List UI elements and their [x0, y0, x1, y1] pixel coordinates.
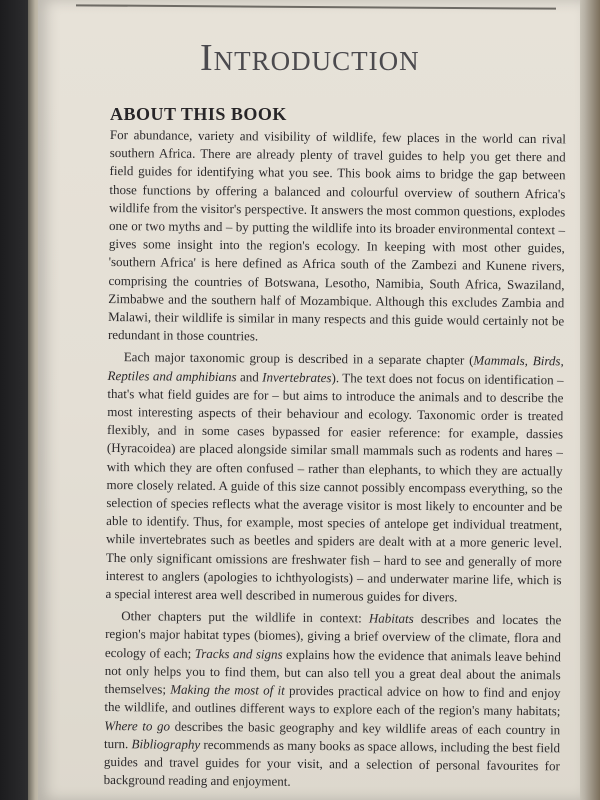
text-run-italic: Mammals, Birds, Reptiles and amphibians — [107, 352, 564, 384]
paragraph — [105, 348, 563, 607]
text-run: provides practical advice on how to find and enjoy the wildlife, and outlines different ways to explore each of the region's many habitats; — [104, 682, 561, 719]
text-run-italic: Invertebrates — [262, 369, 332, 385]
paragraph — [104, 607, 562, 793]
text-run: Other chapters put the wildlife in context: — [121, 608, 369, 626]
text-run: For abundance, variety and visibility of wildlife, few places in the world can rival southern Africa. There are already plenty of travel guides to help you get there and field guides for identifying what you see. This book aims to bridge the gap between those functions by offering a balanced and colourful overview of southern Africa's wildlife from the visitor's perspective. It answers the most common questions, explodes one or two myths and – by putting the wildlife into its broader environmental context – gives some insight into the region's ecology. In keeping with most other guides, 'southern Africa' is here defined as Africa south of the Zambezi and Kunene rivers, comprising the countries of Botswana, Lesotho, Namibia, South Africa, Swaziland, Zimbabwe and the southern half of Mozambique. Although this excludes Zambia and Malawi, their wildlife is similar in many respects and this guide would certainly not be redundant in those countries. — [107, 126, 566, 344]
body-text — [104, 126, 566, 798]
chapter-title: Introduction — [200, 37, 420, 79]
text-run: ). The text does not focus on identification – that's what field guides are for – but aims to introduce the animals and to describe the most interesting aspects of their behaviour and ecology. Taxonomic order is treated flexibly, and in some cases bypassed for easier reference: for example, dassies (Hyracoidea) are placed alongside similar small mammals such as rodents and hares – with which they are often confused – rather than elephants, to which they are actually more closely related. A guide of this size cannot possibly encompass everything, so the selection of species reflects what the average visitor is most likely to encounter and be able to identify. Thus, for example, most species of antelope get individual treatment, while invertebrates such as beetles and spiders are dealt with at a more generic level. The only significant omissions are freshwater fish – hard to see and generally of more interest to anglers (apologies to ichthyologists) – and underwater marine life, which is a special interest area well described in numerous guides for divers. — [105, 369, 564, 605]
text-run-italic: Making the most of it — [170, 681, 285, 698]
text-run: Each major taxonomic group is described in a separate chapter ( — [123, 349, 474, 368]
text-run: describes the basic geography and key wildlife areas of each country in turn. — [104, 718, 561, 751]
section-title: ABOUT THIS BOOK — [110, 104, 287, 124]
text-run-italic: Habitats — [368, 610, 414, 627]
text-run: recommends as many books as space allows, including the best field guides and travel guides for your visit, and a selection of personal favourites for background reading and enjoyment. — [103, 736, 561, 789]
text-run: describes and locates the region's major habitat types (biomes), giving a brief overview of the climate, flora and ecology of each; — [104, 611, 562, 661]
paragraph — [108, 126, 566, 349]
text-run-italic: Tracks and signs — [194, 645, 283, 662]
text-run-italic: Where to go — [104, 717, 171, 734]
text-run: explains how the evidence that animals leave behind not only helps you to find them, but can also tell you a great deal about the animals themselves; — [104, 646, 561, 697]
text-run-italic: Bibliography — [131, 735, 201, 752]
text-run: and — [236, 368, 263, 385]
